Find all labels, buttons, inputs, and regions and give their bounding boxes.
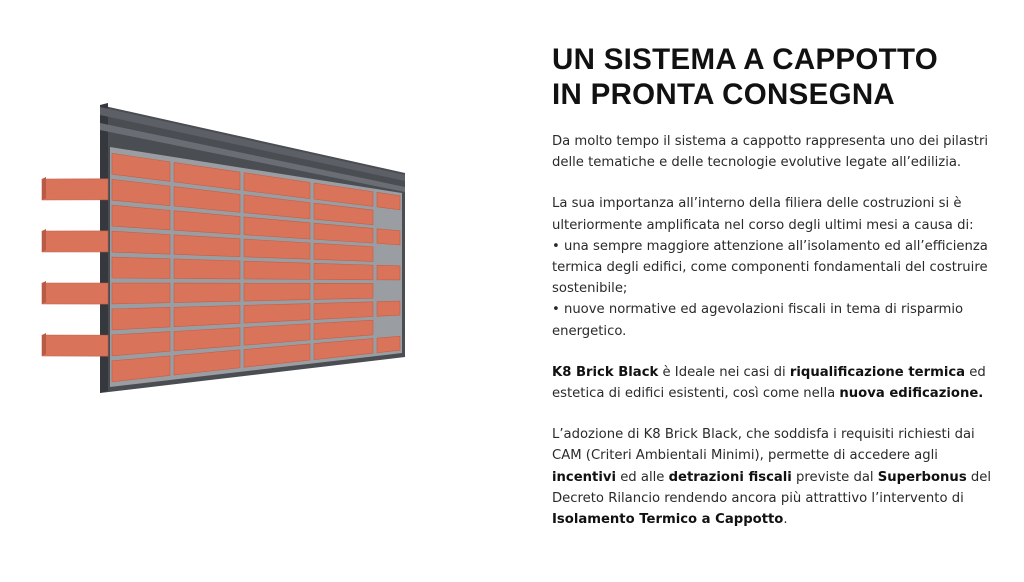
brick [42, 231, 108, 252]
brick [377, 265, 400, 280]
brick [112, 231, 170, 254]
brick-panel-image [30, 95, 410, 440]
brick [174, 259, 240, 279]
brick [314, 243, 373, 261]
brick-side [42, 229, 46, 252]
brick [174, 283, 240, 302]
bullet-insulation: • una sempre maggiore attenzione all’isolamento ed all’efficienza termica degli edifici, come componenti fondamentali del costruire sostenibile; [552, 238, 988, 297]
brick [42, 335, 108, 356]
title-line-1: UN SISTEMA A CAPPOTTO [552, 43, 938, 76]
importance-paragraph: La sua importanza all’interno della filiera delle costruzioni si è ulteriormente amplificata nel corso degli ultimi mesi a causa di: [552, 196, 974, 233]
content-column [552, 42, 992, 530]
page-title [552, 42, 992, 112]
brick [377, 192, 400, 209]
importance-block [552, 193, 992, 341]
product-name: K8 Brick Black [552, 364, 659, 380]
brick [42, 179, 108, 200]
brick-side [42, 281, 46, 304]
brick [314, 302, 373, 320]
brick [112, 283, 170, 304]
brick [244, 283, 310, 301]
brick [112, 307, 170, 330]
brick [314, 263, 373, 280]
brick [174, 305, 240, 326]
ideal-paragraph: K8 Brick Black è Ideale nei casi di riqualificazione termica ed estetica di edifici esistenti, così come nella nuova edificazione. [552, 364, 986, 402]
brick [377, 336, 400, 353]
intro-paragraph: Da molto tempo il sistema a cappotto rappresenta uno dei pilastri delle tematiche e delle tecnologie evolutive legate all’edilizia. [552, 134, 989, 171]
brick [174, 235, 240, 257]
brick [42, 283, 108, 304]
title-line-2: IN PRONTA CONSEGNA [552, 78, 896, 111]
brick [377, 301, 400, 316]
brick [112, 257, 170, 278]
bullet-regulations: • nuove normative ed agevolazioni fiscali in tema di risparmio energetico. [552, 302, 964, 339]
brick [244, 304, 310, 324]
brick [377, 229, 400, 245]
brick-side [42, 333, 46, 356]
brick-side [42, 177, 46, 200]
brick [314, 283, 373, 299]
adoption-paragraph: L’adozione di K8 Brick Black, che soddisfa i requisiti richiesti dai CAM (Criteri Ambientali Minimi), permette di accedere agli incentivi ed alle detrazioni fiscali previste dal Superbonus del Decreto Rilancio rendendo ancora più attrattivo l’intervento di Isolamento Termico a Cappotto. [552, 427, 992, 528]
brick [244, 261, 310, 279]
